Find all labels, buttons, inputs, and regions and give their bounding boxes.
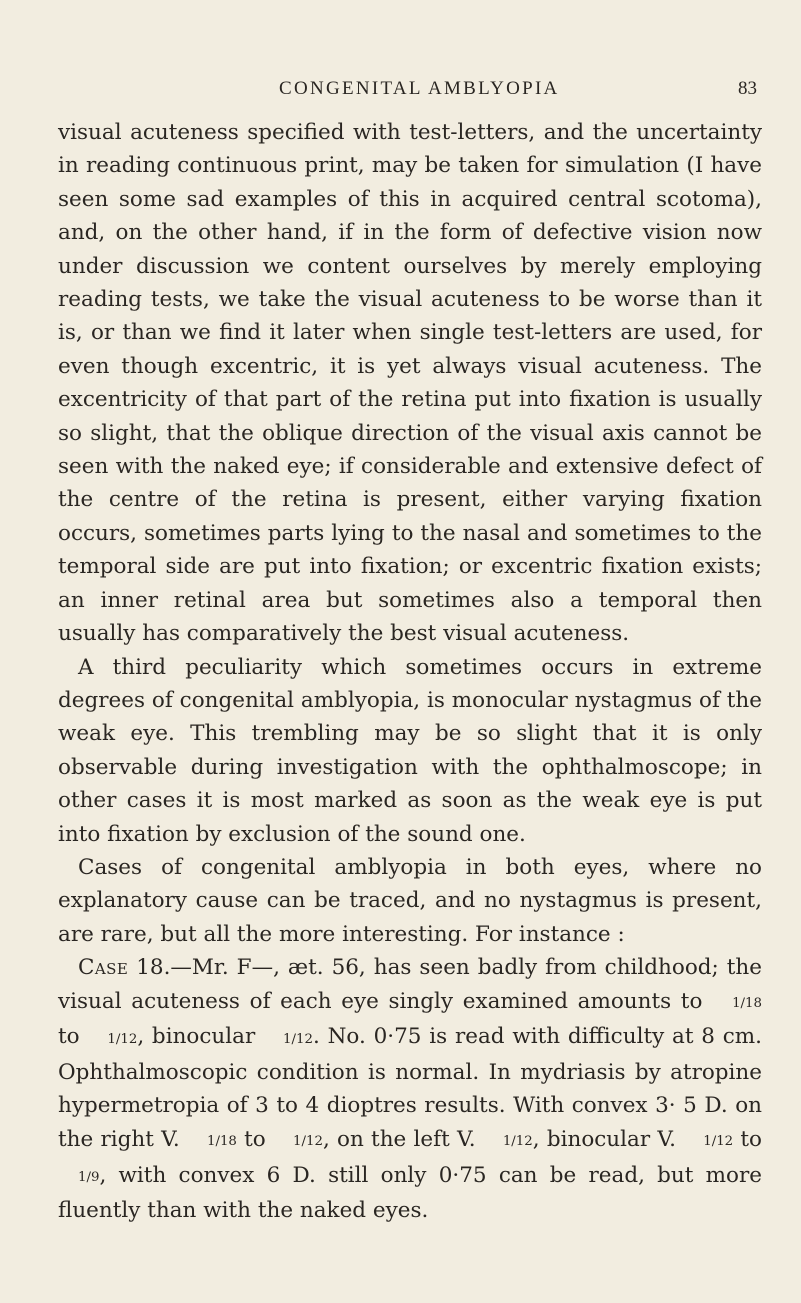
- running-head: [58, 78, 761, 112]
- page-number: 83: [738, 78, 757, 99]
- text-block: [58, 116, 762, 1228]
- paragraph-nystagmus: A third peculiarity which sometimes occurs in extreme degrees of congenital amblyopia, is monocular nystagmus of the weak eye. This trembling may be so slight that it is only observable during investigation with the ophthalmoscope; in other cases it is most marked as soon as the weak eye is put into fixation by exclusion of the sound one.: [58, 654, 762, 847]
- case-text-8: to: [733, 1126, 762, 1152]
- case-text-3: , binocular: [137, 1024, 264, 1050]
- case-label: Case: [78, 955, 129, 981]
- fraction-binocular-2: 1/12: [703, 1134, 734, 1150]
- fraction-right-1: 1/18: [206, 1134, 237, 1150]
- case-text-4: . No. 0·75 is read with difficulty at 8 cm. Ophthalmoscopic condition is normal. In mydriasis by atropine hypermetropia of 3 to 4 dioptres results. With convex 3· 5 D. on the right V.: [58, 1024, 762, 1152]
- case-text-5: to: [236, 1126, 273, 1152]
- case-text-7: , binocular V.: [532, 1126, 684, 1152]
- running-title: CONGENITAL AMBLYOPIA: [279, 78, 560, 99]
- fraction-left: 1/12: [502, 1134, 533, 1150]
- fraction-right-2: 1/12: [293, 1134, 323, 1150]
- fraction-binocular-3: 1/9: [78, 1169, 100, 1185]
- paragraph-both-eyes: Cases of congenital amblyopia in both eyes, where no explanatory cause can be traced, and no nystagmus is present, are rare, but all the more interesting. For instance :: [58, 854, 762, 947]
- case-text-1: 18.—Mr. F—, æt. 56, has seen badly from childhood; the visual acuteness of each eye singly examined amounts to: [58, 955, 762, 1014]
- case-text-6: , on the left V.: [322, 1126, 483, 1152]
- fraction-acuity-2: 1/12: [107, 1031, 138, 1047]
- fraction-binocular-1: 1/12: [283, 1031, 313, 1047]
- paragraph-continued: visual acuteness specified with test-letters, and the uncertainty in reading continuous print, may be taken for simulation (I have seen some sad examples of this in acquired central scotoma), and, on the other hand, if in the form of defective vision now under discussion we content ourselves by merely employing reading tests, we take the visual acuteness to be worse than it is, or than we find it later when single test-letters are used, for even though excentric, it is yet always visual acuteness. The excentricity of that part of the retina put into fixation is usually so slight, that the oblique direction of the visual axis cannot be seen with the naked eye; if considerable and extensive defect of the centre of the retina is present, either varying fixation occurs, sometimes parts lying to the nasal and sometimes to the temporal side are put into fixation; or excentric fixation exists; an inner retinal area but sometimes also a temporal then usually has comparatively the best visual acuteness.: [58, 120, 762, 647]
- paragraph-case-18: [58, 951, 762, 1228]
- case-text-2: to: [58, 1024, 88, 1050]
- fraction-acuity-1: 1/18: [732, 995, 762, 1011]
- case-text-9: , with convex 6 D. still only 0·75 can be read, but more fluently than with the naked eyes.: [58, 1162, 762, 1224]
